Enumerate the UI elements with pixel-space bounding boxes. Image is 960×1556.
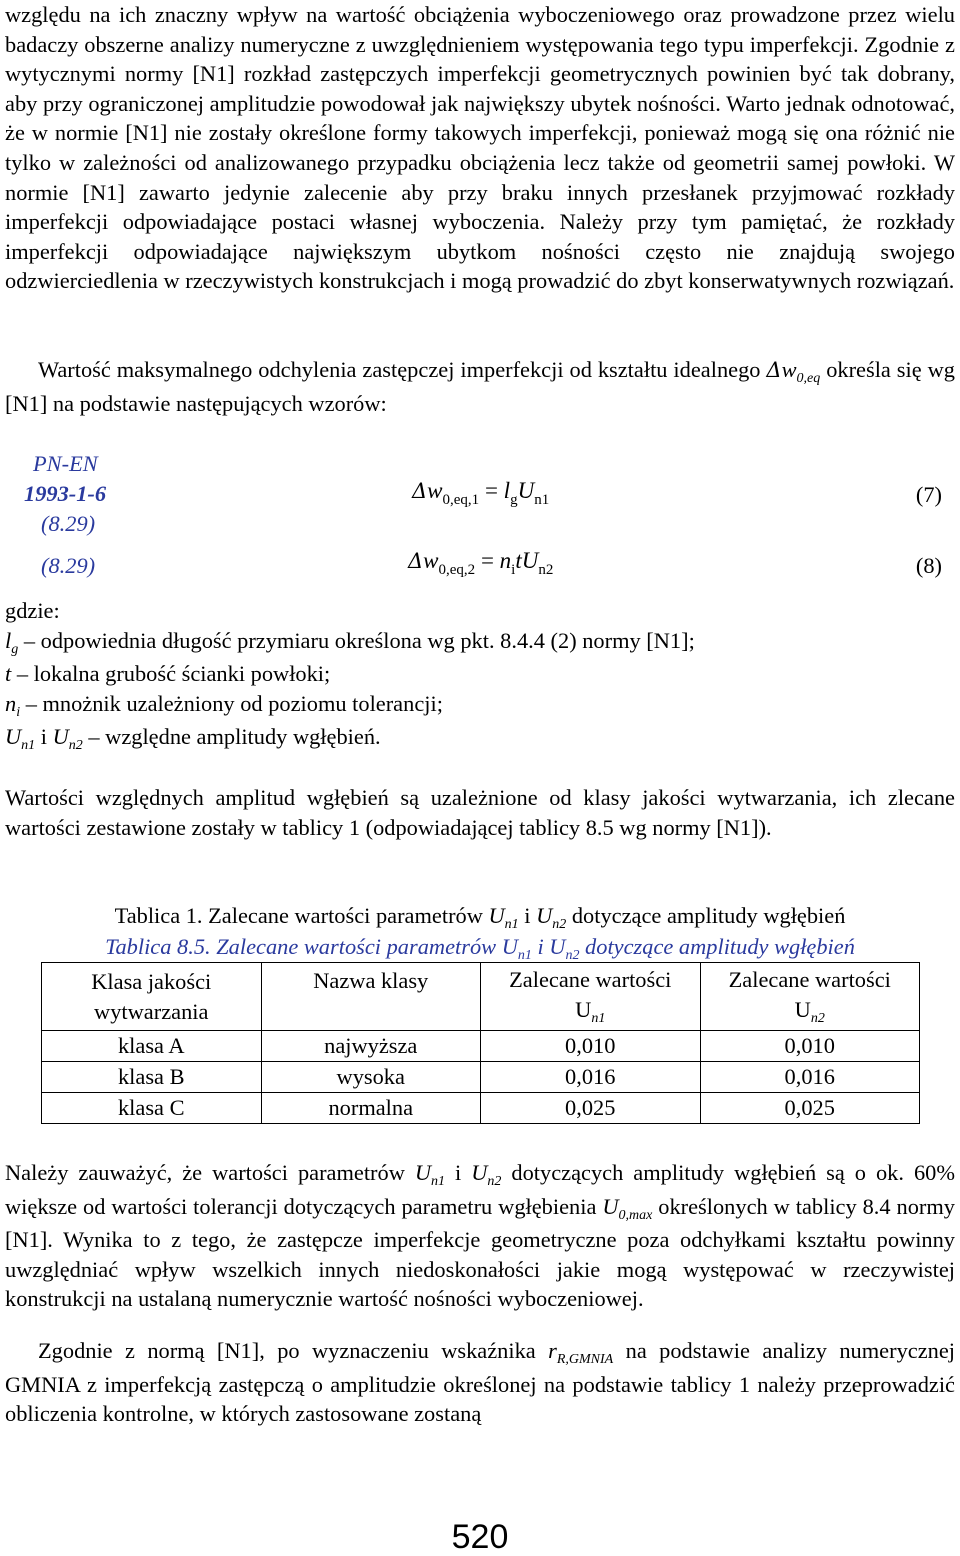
symbol-u: U (517, 478, 535, 503)
table-cell: normalna (261, 1093, 481, 1124)
definition-text: – względne amplitudy wgłębień. (82, 724, 381, 750)
equation-number-8: (8) (915, 553, 942, 578)
symbol-l: l (5, 627, 12, 653)
table-cell: 0,025 (700, 1093, 920, 1124)
definition-text: – mnożnik uzależniony od poziomu tolerancji; (20, 690, 443, 716)
table-cell: klasa C (42, 1093, 262, 1124)
paragraph-max-deviation (5, 355, 955, 418)
paragraph-amplitude-values: Wartości względnych amplitud wgłębień są uzależnione od klasy jakości wytwarzania, ich zlecane wartości zestawione zostały w tablicy 1 (odpowiadającej tablicy 8.5 wg normy [N1]). (5, 785, 955, 840)
table-cell: 0,010 (481, 1031, 701, 1062)
definition-lg (5, 626, 955, 660)
subscript: n2 (552, 917, 567, 932)
equation-8 (408, 548, 554, 578)
subscript: n1 (534, 492, 550, 508)
table-row (42, 1031, 920, 1062)
caption-text: dotyczące amplitudy wgłębień (566, 903, 846, 928)
table-cell: 0,025 (481, 1093, 701, 1124)
table-caption-reference (0, 932, 960, 966)
symbol-u: U (52, 724, 69, 750)
equation-number-7: (7) (915, 482, 942, 507)
definition-un (5, 722, 955, 756)
table-cell: klasa B (42, 1062, 262, 1093)
symbol-u: U (488, 903, 505, 928)
table-row (42, 1062, 920, 1093)
table-header-row (42, 963, 920, 1031)
caption-text: dotyczące amplitudy wgłębień (579, 934, 855, 959)
subscript: n1 (504, 917, 519, 932)
header-text: Klasa jakości (91, 968, 212, 994)
table-cell: 0,010 (700, 1031, 920, 1062)
side-reference-label (33, 449, 153, 479)
subscript: n2 (810, 1010, 825, 1026)
subscript: n2 (538, 562, 554, 578)
subscript: n1 (21, 738, 36, 754)
subscript: 0,eq (796, 371, 821, 386)
subscript: n1 (517, 948, 532, 963)
table-cell: klasa A (42, 1031, 262, 1062)
symbol-n: n (5, 690, 17, 716)
paragraph-parameter-comparison (5, 1158, 955, 1314)
subscript: i (16, 704, 21, 720)
side-ref-standard: PN-EN (33, 451, 98, 476)
definitions-intro: gdzie: (5, 598, 60, 623)
table-row (42, 1093, 920, 1124)
subscript: n1 (431, 1174, 446, 1189)
side-ref-formula-2: (8.29) (41, 553, 96, 578)
header-text: wytwarzania (94, 998, 209, 1024)
symbol-t: t (515, 548, 522, 573)
text-segment: określa się wg [N1] na podstawie następujących wzorów: (5, 357, 955, 416)
symbol-w: w (781, 357, 797, 382)
subscript: 0,eq,1 (442, 492, 480, 508)
subscript: n2 (68, 738, 83, 754)
symbol-r: r (548, 1338, 557, 1363)
text-segment: określonych w tablicy 8.4 normy [N1]. Wynika to z tego, że zastępcze imperfekcje geometryczne poza odchyłkami kształtu powinny uwzględniać wpływ wszelkich innych niedoskonałości jakie mogą występować w rzeczywistej konstrukcji na ustalaną numerycznie wartość nośności wyboczeniowej. (5, 1193, 955, 1312)
symbol-u: U (521, 548, 539, 573)
side-ref-formula-1: (8.29) (41, 511, 96, 536)
symbol-t: t (5, 661, 12, 687)
definition-text: – odpowiednia długość przymiaru określona wg pkt. 8.4.4 (2) normy [N1]; (18, 627, 695, 653)
equation-7 (412, 478, 550, 508)
header-cell-class (42, 963, 262, 1031)
conjunction: i (531, 934, 550, 959)
symbol-u: U (414, 1160, 432, 1185)
symbol-w: w (427, 478, 443, 503)
header-symbol (481, 995, 700, 1029)
definitions-list (5, 596, 955, 756)
text-segment: Wartość maksymalnego odchylenia zastępczej imperfekcji od kształtu idealnego (38, 357, 767, 382)
conjunction: i (518, 903, 537, 928)
symbol-u: U (602, 1193, 619, 1219)
caption-text: Tablica 1. Zalecane wartości parametrów (114, 903, 489, 928)
subscript: n2 (565, 948, 580, 963)
caption-text: Tablica 8.5. Zalecane wartości parametrów (105, 934, 502, 959)
equals-sign: = (475, 548, 500, 573)
subscript: 0,max (618, 1207, 653, 1223)
subscript: 0,eq,2 (438, 562, 476, 578)
subscript: i (511, 562, 516, 578)
symbol-u: U (549, 934, 566, 959)
definition-t (5, 659, 955, 689)
header-cell-un2 (700, 963, 920, 1031)
paragraph-imperfections: względu na ich znaczny wpływ na wartość obciążenia wyboczeniowego oraz prowadzone przez wielu badaczy obszerne analizy numeryczne z uwzględnieniem występowania tego typu imperfekcji. Zgodnie z wytycznymi normy [N1] rozkład zastępczych imperfekcji geometrycznych powinien być tak dobrany, aby przy ograniczonej amplitudzie powodował jak największy ubytek nośności. Warto jednak odnotować, że w normie [N1] nie zostały określone formy takowych imperfekcji, ponieważ mogą się ona różnić nie tylko w zależności od analizowanego przypadku obciążenia lecz także od geometrii samej powłoki. W normie [N1] zawarto jedynie zalecenie aby przy braku innych przesłanek przyjmować rozkłady imperfekcji odpowiadające postaci własnej wyboczenia. Należy przy tym pamiętać, że rozkłady imperfekcji odpowiadające największym ubytkom nośności często nie znajdują swojego odzwierciedlenia w rzeczywistych konstrukcjach i mogą prowadzić do zbyt konserwatywnych rozwiązań. (5, 2, 955, 294)
symbol-u: U (536, 903, 553, 928)
symbol-n: n (499, 548, 512, 573)
delta-symbol: Δ (766, 358, 782, 382)
table-cell: najwyższa (261, 1031, 481, 1062)
text-segment: Należy zauważyć, że wartości parametrów (5, 1160, 415, 1185)
subscript: n1 (591, 1010, 606, 1026)
text-segment: dotyczących amplitudy wgłębień są o ok. 60% większe od wartości tolerancji dotyczących parametru wgłębienia (5, 1160, 955, 1219)
delta-symbol: Δ (412, 479, 428, 503)
paragraph-gmnia (5, 1336, 955, 1429)
equals-sign: = (479, 478, 504, 503)
subscript: R,GMNIA (556, 1352, 614, 1367)
symbol-l: l (503, 478, 511, 503)
symbol-u: U (471, 1160, 488, 1185)
header-symbol (701, 995, 920, 1029)
table-caption (0, 901, 960, 935)
conjunction: i (445, 1160, 472, 1185)
subscript: g (510, 492, 518, 508)
amplitude-table (41, 962, 920, 1124)
symbol-u: U (794, 996, 811, 1022)
header-cell-un1 (481, 963, 701, 1031)
symbol-w: w (423, 548, 439, 573)
definition-text: – lokalna grubość ścianki powłoki; (11, 661, 331, 687)
symbol-u: U (501, 934, 518, 959)
table-cell: 0,016 (481, 1062, 701, 1093)
header-text: Zalecane wartości (509, 966, 672, 992)
delta-symbol: Δ (408, 549, 424, 573)
symbol-u: U (5, 724, 22, 750)
text-segment: na podstawie analizy numerycznej GMNIA z imperfekcją zastępczą o amplitudzie określonej na podstawie tablicy 1 należy przeprowadzić obliczenia kontrolne, w których zastosowane zostaną (5, 1338, 955, 1427)
page-number: 520 (451, 1518, 509, 1556)
subscript: g (11, 641, 19, 657)
header-text: Nazwa klasy (313, 968, 429, 993)
subscript: n2 (487, 1174, 502, 1189)
header-text: Zalecane wartości (728, 966, 891, 992)
conjunction: i (35, 724, 53, 750)
text-segment: Zgodnie z normą [N1], po wyznaczeniu wskaźnika (38, 1338, 549, 1363)
table-cell: 0,016 (700, 1062, 920, 1093)
table-cell: wysoka (261, 1062, 481, 1093)
side-ref-number: 1993-1-6 (24, 481, 107, 506)
definition-ni (5, 689, 955, 723)
symbol-u: U (575, 996, 592, 1022)
header-cell-name (261, 963, 481, 1031)
